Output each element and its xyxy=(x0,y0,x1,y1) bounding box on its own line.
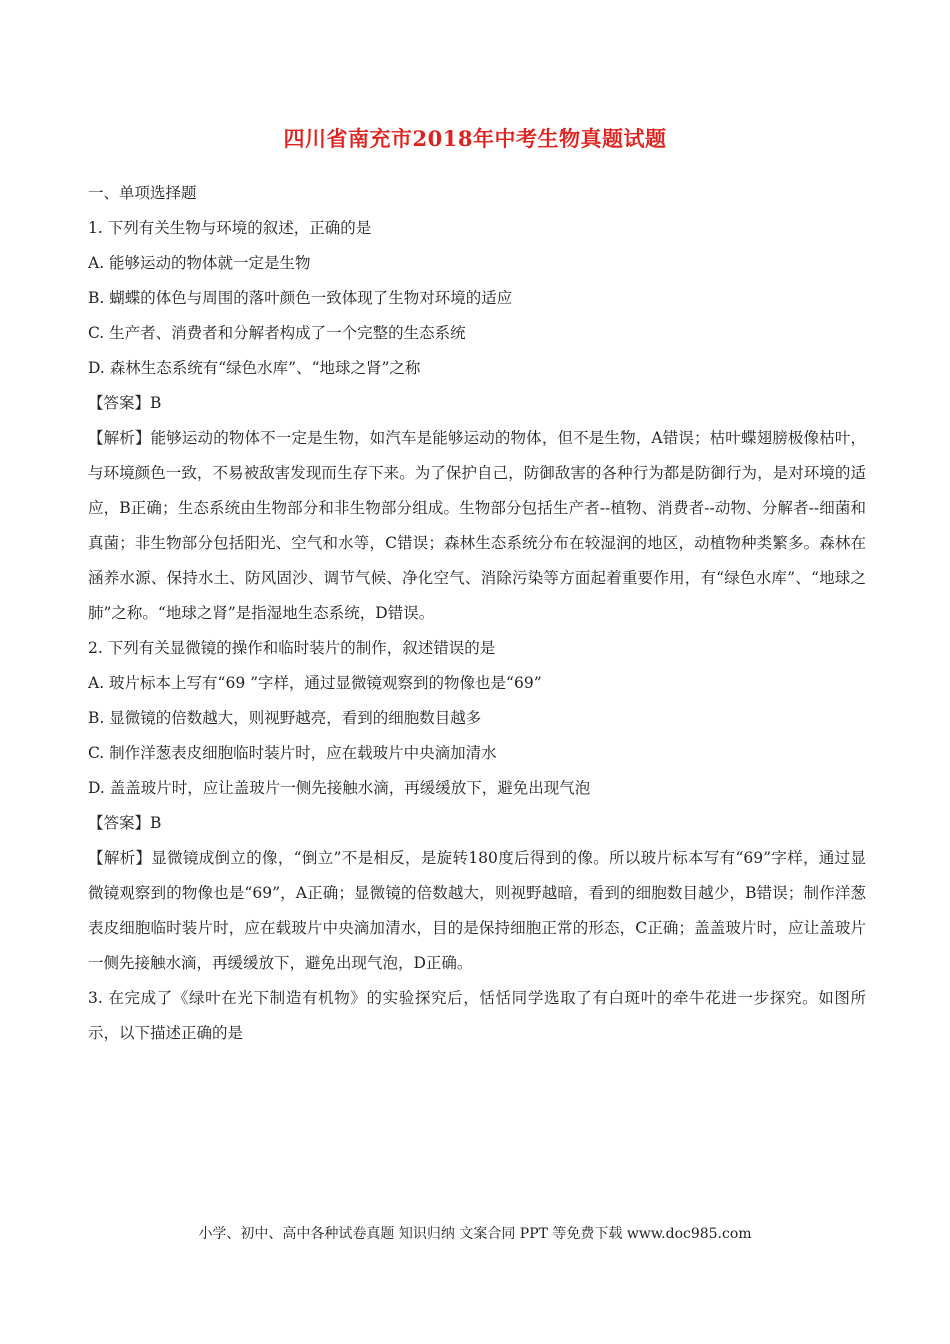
question-2-option-d: D. 盖盖玻片时，应让盖玻片一侧先接触水滴，再缓缓放下，避免出现气泡 xyxy=(88,779,591,797)
page-title: 四川省南充市2018年中考生物真题试题 xyxy=(283,126,667,151)
question-2-analysis xyxy=(88,841,866,981)
answer-value: B xyxy=(150,394,162,412)
answer-value: B xyxy=(150,814,162,832)
question-1-answer xyxy=(88,386,866,421)
page-footer: 小学、初中、高中各种试卷真题 知识归纳 文案合同 PPT 等免费下载 www.doc985.com xyxy=(198,1226,752,1242)
question-2-option-b: B. 显微镜的倍数越大，则视野越亮，看到的细胞数目越多 xyxy=(88,709,482,727)
question-2-answer xyxy=(88,806,866,841)
analysis-text: 显微镜成倒立的像，“倒立”不是相反，是旋转180度后得到的像。所以玻片标本写有“69”字样，通过显微镜观察到的物像也是“69”，A正确；显微镜的倍数越大，则视野越暗，看到的细胞数目越少，B错误；制作洋葱表皮细胞临时装片时，应在载玻片中央滴加清水，目的是保持细胞正常的形态，C正确；盖盖玻片时，应让盖玻片一侧先接触水滴，再缓缓放下，避免出现气泡，D正确。 xyxy=(88,849,866,972)
question-2-stem: 2. 下列有关显微镜的操作和临时装片的制作，叙述错误的是 xyxy=(88,639,496,657)
question-1-analysis xyxy=(88,421,866,631)
question-1-option-b: B. 蝴蝶的体色与周围的落叶颜色一致体现了生物对环境的适应 xyxy=(88,289,513,307)
section-heading: 一、单项选择题 xyxy=(88,184,197,202)
question-1-option-d: D. 森林生态系统有“绿色水库”、“地球之肾”之称 xyxy=(88,359,421,377)
question-2-option-c: C. 制作洋葱表皮细胞临时装片时，应在载玻片中央滴加清水 xyxy=(88,744,497,762)
document-body xyxy=(88,176,866,1051)
question-3-stem: 3. 在完成了《绿叶在光下制造有机物》的实验探究后，恬恬同学选取了有白斑叶的牵牛花进一步探究。如图所示，以下描述正确的是 xyxy=(88,989,866,1042)
answer-label: 【答案】 xyxy=(88,814,151,832)
analysis-label: 【解析】 xyxy=(88,429,151,447)
question-1-option-a: A. 能够运动的物体就一定是生物 xyxy=(88,254,311,272)
answer-label: 【答案】 xyxy=(88,394,151,412)
question-1-option-c: C. 生产者、消费者和分解者构成了一个完整的生态系统 xyxy=(88,324,466,342)
analysis-text: 能够运动的物体不一定是生物，如汽车是能够运动的物体，但不是生物，A错误；枯叶蝶翅膀极像枯叶，与环境颜色一致，不易被敌害发现而生存下来。为了保护自己，防御敌害的各种行为都是防御行为，是对环境的适应，B正确；生态系统由生物部分和非生物部分组成。生物部分包括生产者--植物、消费者--动物、分解者--细菌和真菌；非生物部分包括阳光、空气和水等，C错误；森林生态系统分布在较湿润的地区，动植物种类繁多。森林在涵养水源、保持水土、防风固沙、调节气候、净化空气、消除污染等方面起着重要作用，有“绿色水库”、“地球之肺”之称。“地球之肾”是指湿地生态系统，D错误。 xyxy=(88,429,866,622)
question-1-stem: 1. 下列有关生物与环境的叙述，正确的是 xyxy=(88,219,372,237)
question-2-option-a: A. 玻片标本上写有“69 ”字样，通过显微镜观察到的物像也是“69” xyxy=(88,674,542,692)
analysis-label: 【解析】 xyxy=(88,849,152,867)
